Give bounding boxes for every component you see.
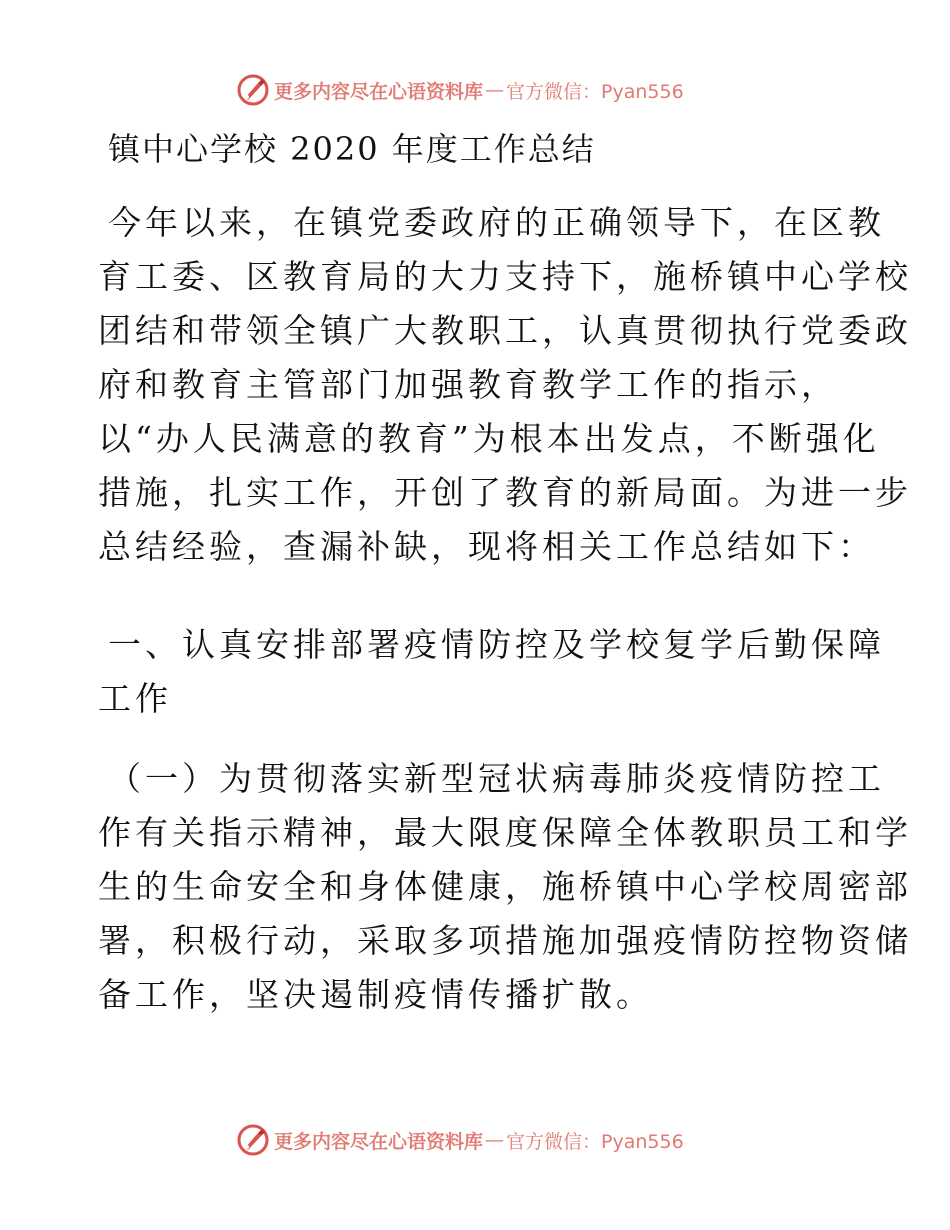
header-watermark: [236, 72, 684, 108]
watermark-title: 更多内容尽在心语资料库: [274, 80, 484, 103]
intro-paragraph: [98, 196, 912, 574]
paragraph-line: 今年以来，在镇党委政府的正确领导下，在区教: [108, 203, 885, 242]
pen-logo-icon: [236, 1123, 270, 1157]
section-body-paragraph: [98, 752, 912, 1022]
paragraph-line: 团结和带领全镇广大教职工，认真贯彻执行党委政: [98, 311, 912, 350]
footer-watermark: [236, 1122, 684, 1158]
paragraph-line: 备工作，坚决遏制疫情传播扩散。: [98, 975, 653, 1014]
pen-logo-icon: [236, 73, 270, 107]
paragraph-line: 作有关指示精神，最大限度保障全体教职员工和学: [98, 813, 912, 852]
paragraph-line: 育工委、区教育局的大力支持下，施桥镇中心学校: [98, 257, 912, 296]
paragraph-line: 生的生命安全和身体健康，施桥镇中心学校周密部: [98, 867, 912, 906]
paragraph-line: 署，积极行动，采取多项措施加强疫情防控物资储: [98, 921, 912, 960]
watermark-contact: 官方微信：Pyan556: [506, 1130, 684, 1153]
paragraph-line: 府和教育主管部门加强教育教学工作的指示，: [98, 365, 838, 404]
paragraph-line: 总结经验，查漏补缺，现将相关工作总结如下：: [98, 527, 875, 566]
heading-line: 工作: [98, 679, 172, 718]
watermark-contact: 官方微信：Pyan556: [506, 80, 684, 103]
watermark-dash: —: [485, 1129, 505, 1151]
section-heading: [98, 618, 885, 726]
watermark-title: 更多内容尽在心语资料库: [274, 1130, 484, 1153]
document-title: 镇中心学校 2020 年度工作总结: [108, 130, 596, 168]
watermark-dash: —: [485, 79, 505, 101]
paragraph-line: 措施，扎实工作，开创了教育的新局面。为进一步: [98, 473, 912, 512]
heading-line: 一、认真安排部署疫情防控及学校复学后勤保障: [108, 625, 885, 664]
paragraph-line: （一）为贯彻落实新型冠状病毒肺炎疫情防控工: [108, 759, 885, 798]
paragraph-line: 以“办人民满意的教育”为根本出发点，不断强化: [98, 419, 880, 458]
